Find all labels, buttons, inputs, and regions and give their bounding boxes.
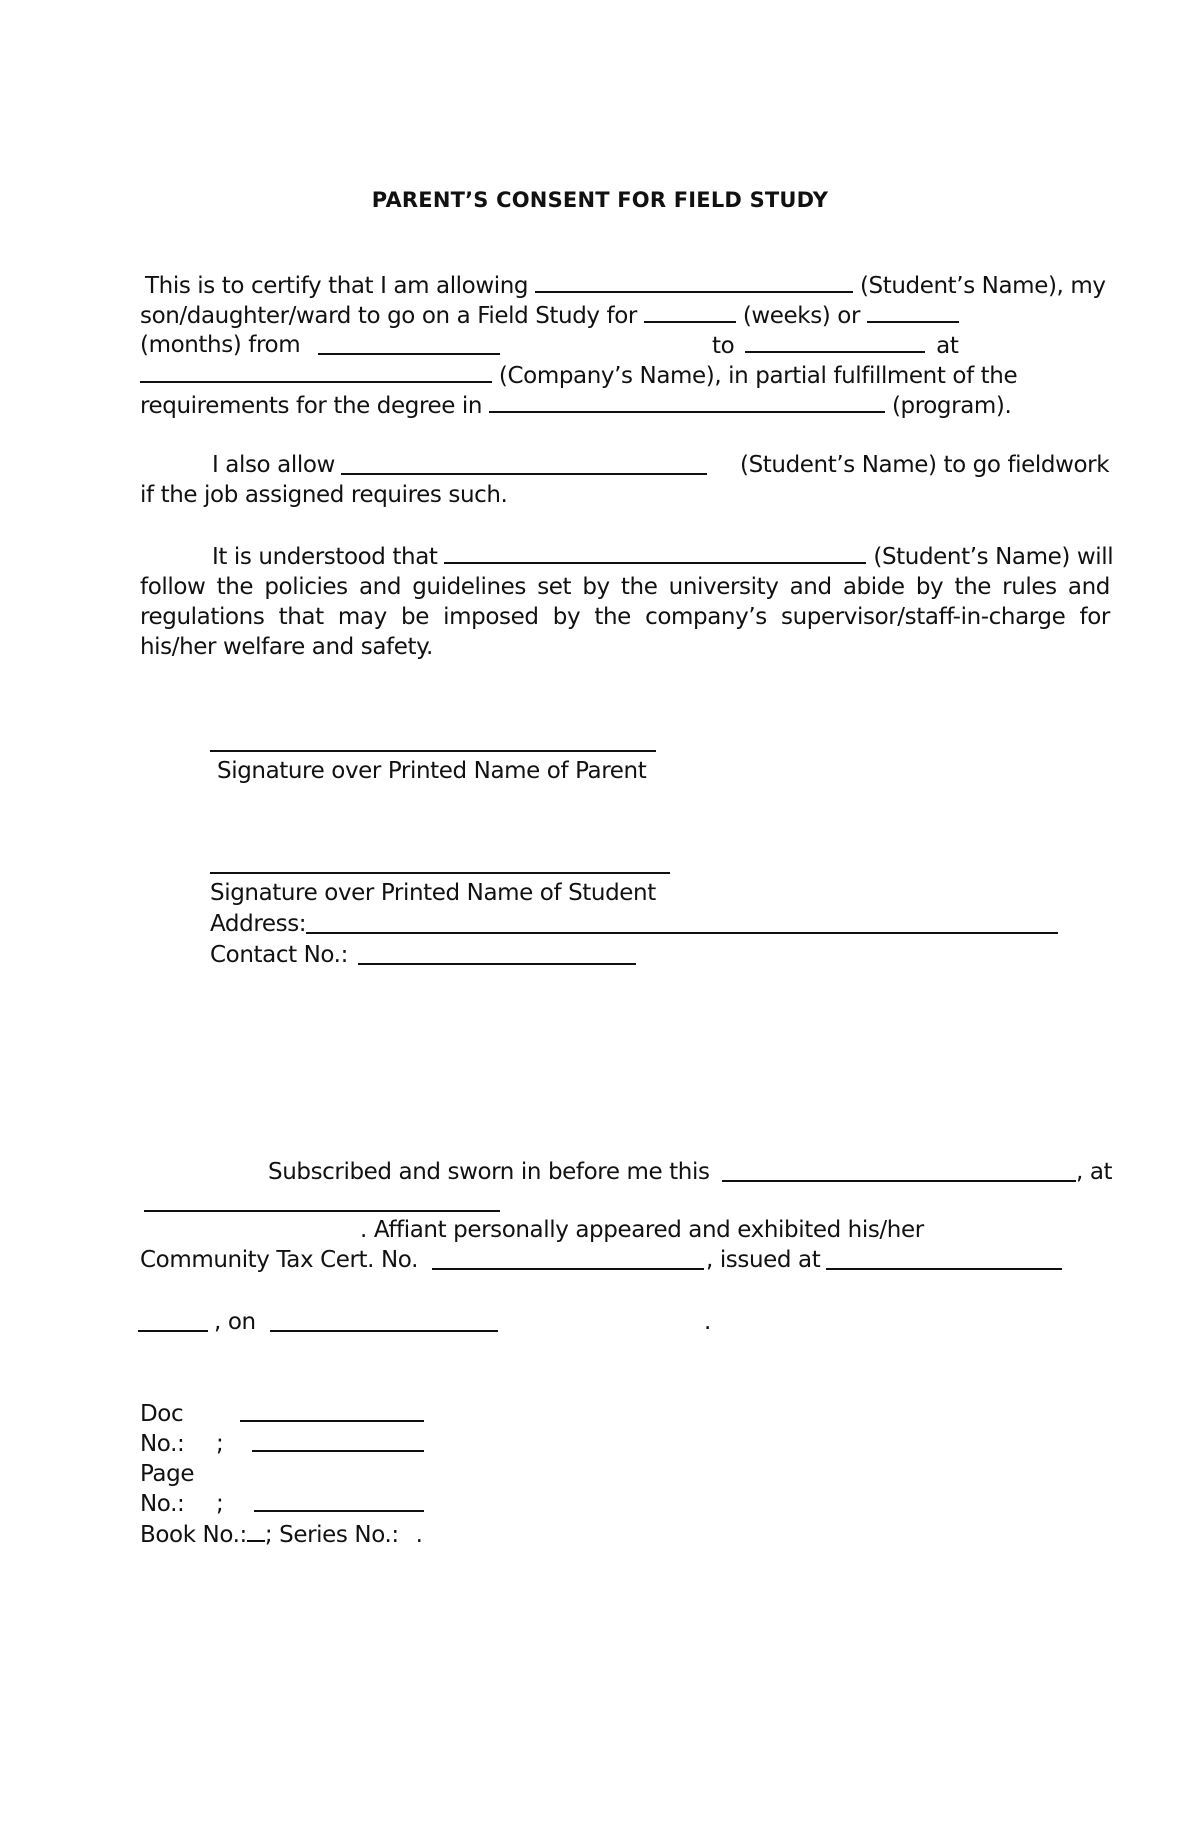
para2-line2: if the job assigned requires such. (140, 482, 508, 508)
program-blank[interactable] (489, 391, 885, 413)
notary-doc-no: No.: (140, 1431, 185, 1457)
ctc-number-blank[interactable] (432, 1268, 704, 1270)
student-name-blank-3[interactable] (444, 542, 866, 564)
page-no-blank[interactable] (254, 1510, 424, 1512)
student-name-blank-1[interactable] (535, 271, 853, 293)
ctc-extra-blank[interactable] (138, 1330, 208, 1332)
notary-doc: Doc (140, 1401, 184, 1427)
address-blank[interactable] (306, 932, 1058, 934)
para1-line2: son/daughter/ward to go on a Field Study for (weeks) or (140, 301, 959, 330)
from-date-blank[interactable] (318, 353, 500, 355)
jurat-line3: Community Tax Cert. No. (140, 1247, 418, 1273)
para2-line1-end: (Student’s Name) to go fieldwork (740, 452, 1110, 478)
contact-blank[interactable] (358, 963, 636, 965)
doc-no-blank-2[interactable] (252, 1450, 424, 1452)
jurat-line4-on: , on (214, 1309, 256, 1335)
jurat-date-blank[interactable] (722, 1180, 1076, 1182)
student-signature-label: Signature over Printed Name of Student (210, 880, 656, 906)
notary-page-semicolon: ; (216, 1491, 224, 1517)
para3-body: follow the policies and guidelines set by the university and abide by the rules and regulations that may be imposed by the company’s supervisor/staff-in-charge for his/her welfare and safety. (140, 574, 1110, 660)
para2-line1: I also allow (212, 452, 335, 478)
address-row: Address: (210, 911, 307, 937)
to-date-blank[interactable] (745, 331, 925, 353)
para1-line1: This is to certify that I am allowing (Student’s Name), my (145, 273, 1106, 299)
jurat-line4-period: . (704, 1309, 711, 1335)
para1-line3-to: to at (712, 333, 959, 359)
student-signature-line[interactable] (210, 872, 670, 874)
jurat-line1: Subscribed and sworn in before me this (268, 1159, 710, 1185)
notary-book-row: Book No.: ; Series No.: . (140, 1522, 423, 1548)
parent-signature-line[interactable] (210, 750, 656, 752)
para1-line4: (Company’s Name), in partial fulfillment of the (140, 361, 1017, 390)
issued-on-blank[interactable] (270, 1330, 498, 1332)
jurat-line3-issued: , issued at (706, 1247, 821, 1273)
document-title: PARENT’S CONSENT FOR FIELD STUDY (371, 188, 829, 212)
issued-at-blank[interactable] (826, 1268, 1062, 1270)
contact-row: Contact No.: (210, 942, 348, 968)
months-blank[interactable] (867, 301, 959, 323)
notary-page-no: No.: (140, 1491, 185, 1517)
para1-line5: requirements for the degree in (program). (140, 393, 1012, 419)
company-name-blank[interactable] (140, 361, 492, 383)
doc-no-blank[interactable] (240, 1420, 424, 1422)
jurat-line2: . Affiant personally appeared and exhibited his/her (360, 1217, 924, 1243)
parent-signature-label: Signature over Printed Name of Parent (217, 758, 647, 784)
para3-line1: It is understood that (Student’s Name) will (212, 544, 1114, 570)
jurat-place-blank[interactable] (144, 1210, 500, 1212)
student-name-blank-2[interactable] (341, 473, 707, 475)
notary-page: Page (140, 1461, 195, 1487)
jurat-line1-end: , at (1076, 1159, 1113, 1185)
para1-line3: (months) from (140, 332, 301, 358)
book-no-blank[interactable] (247, 1520, 265, 1542)
notary-doc-semicolon: ; (216, 1431, 224, 1457)
weeks-blank[interactable] (644, 301, 736, 323)
